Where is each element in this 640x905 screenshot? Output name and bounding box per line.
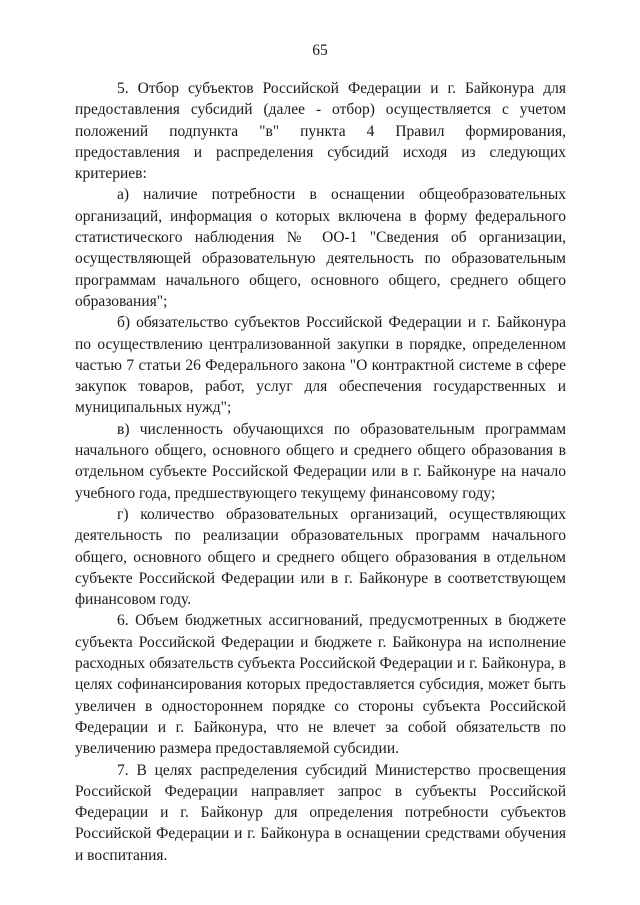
- page-number: 65: [312, 42, 328, 59]
- criterion-a: а) наличие потребности в оснащении общеобразовательных организаций, информация о которых включена в форму федерального статистического наблюдения № ОО-1 "Сведения об организации, осуществляющей образовательную деятельность по образовательным программам начального общего, основного общего, среднего общего образования";: [75, 186, 566, 310]
- document-body: [75, 78, 566, 866]
- criterion-g: г) количество образовательных организаций, осуществляющих деятельность по реализации образовательных программ начального общего, основного общего и среднего общего образования в отдельном субъекте Российской Федерации или в г. Байконуре в соответствующем финансовом году.: [75, 505, 566, 609]
- paragraph-6-budget: 6. Объем бюджетных ассигнований, предусмотренных в бюджете субъекта Российской Федерации и бюджете г. Байконура на исполнение расходных обязательств субъекта Российской Федерации и г. Байконура, в целях софинансирования которых предоставляется субсидия, может быть увеличен в одностороннем порядке со стороны субъекта Российской Федерации и г. Байконура, что не влечет за собой обязательств по увеличению размера предоставляемой субсидии.: [75, 612, 566, 758]
- criterion-b: б) обязательство субъектов Российской Федерации и г. Байконура по осуществлению централизованной закупки в порядке, определенном частью 7 статьи 26 Федерального закона "О контрактной системе в сфере закупок товаров, работ, услуг для обеспечения государственных и муниципальных нужд";: [75, 314, 566, 417]
- criterion-v: в) численность обучающихся по образовательным программам начального общего, основного общего и среднего общего образования в отдельном субъекте Российской Федерации или в г. Байконуре на начало учебного года, предшествующего текущему финансовому году;: [75, 420, 566, 502]
- paragraph-7-distribution: 7. В целях распределения субсидий Министерство просвещения Российской Федерации направляет запрос в субъекты Российской Федерации и г. Байконур для определения потребности субъектов Российской Федерации и г. Байконура в оснащении средствами обучения и воспитания.: [75, 761, 566, 864]
- paragraph-5-selection-criteria: 5. Отбор субъектов Российской Федерации и г. Байконура для предоставления субсидий (далее - отбор) осуществляется с учетом положений подпункта "в" пункта 4 Правил формирования, предоставления и распределения субсидий исходя из следующих критериев:: [75, 80, 566, 183]
